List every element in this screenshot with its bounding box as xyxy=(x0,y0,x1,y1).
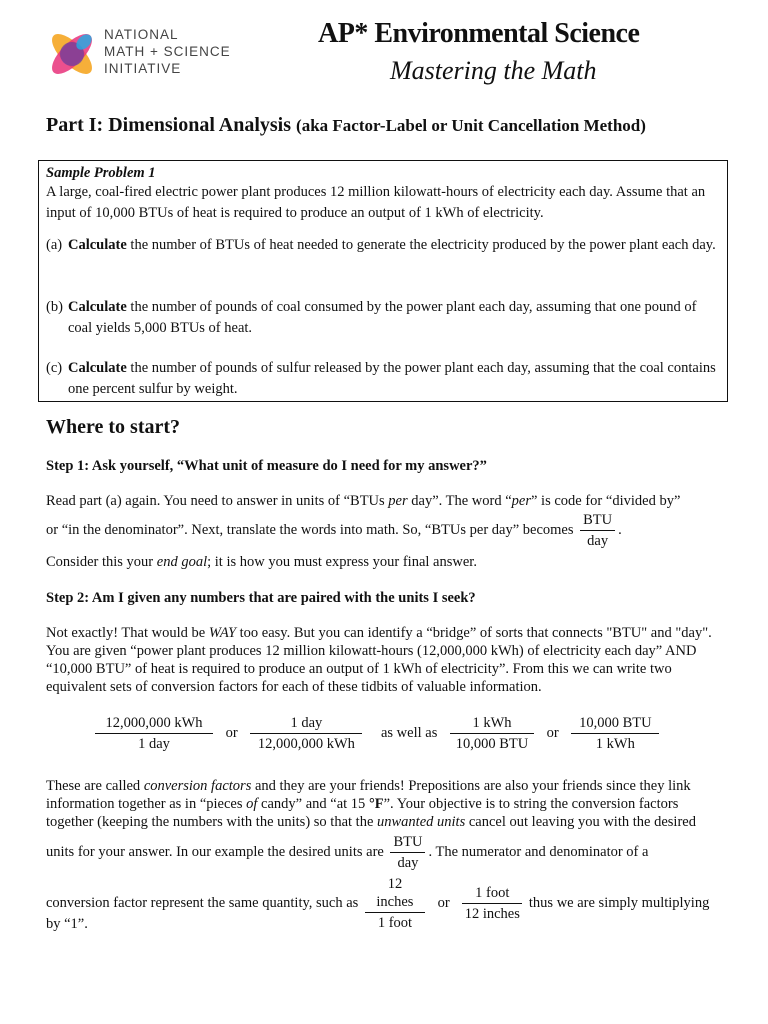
conversion-factors-row xyxy=(92,714,662,753)
question-label: (b) xyxy=(46,299,63,315)
text-run: thus we are simply multiplying xyxy=(528,894,710,911)
question-text xyxy=(68,358,718,400)
text-run: or “in the denominator”. Next, translate the words into math. So, “BTUs per day” becomes xyxy=(46,521,574,538)
text-run: Not exactly! That would be xyxy=(46,625,209,641)
step-1-heading: Step 1: Ask yourself, “What unit of measure do I need for my answer?” xyxy=(46,458,487,474)
page-subtitle: Mastering the Math xyxy=(390,56,597,85)
or-text: or xyxy=(437,894,450,911)
step-2-heading: Step 2: Am I given any numbers that are paired with the units I seek? xyxy=(46,590,476,606)
text-run: too easy. But you can identify a “bridge” of sorts that connects "BTU" and "day". You are given “power plant produces 12 million kilowatt-hours (12,000,000 kWh) of electricity each day” AND “10,000 BTU” of heat is required to produce an output of 1 kWh of electricity”. From this we can write two equivalent sets of conversion factors for each of these tidbits of valuable information. xyxy=(46,625,712,695)
closing-paragraph-1 xyxy=(46,777,726,831)
fraction-numerator: BTU xyxy=(580,511,615,531)
fraction-denominator: 12 inches xyxy=(464,906,520,922)
text-run: per xyxy=(511,493,531,509)
question-text xyxy=(68,235,718,256)
text-run: units for your answer. In our example the desired units are xyxy=(46,843,384,860)
fraction-denominator: 1 foot xyxy=(377,915,413,931)
fraction-btu-per-day xyxy=(580,511,615,550)
fraction-numerator: BTU xyxy=(390,833,425,853)
text-run: ; it is how you must express your final answer. xyxy=(207,554,477,570)
text-run: Consider this your xyxy=(46,554,157,570)
question-body: the number of BTUs of heat needed to generate the electricity produced by the power plant each day. xyxy=(126,237,716,253)
page-title: AP* Environmental Science xyxy=(318,18,640,49)
step-2-paragraph xyxy=(46,624,726,696)
logo-line-1: NATIONAL xyxy=(104,27,179,42)
step-1-paragraph-1 xyxy=(46,492,726,510)
question-label: (c) xyxy=(46,360,63,376)
fraction-denominator: day xyxy=(397,855,419,871)
conversion-factor xyxy=(571,714,659,753)
where-to-start-heading: Where to start? xyxy=(46,416,181,438)
logo-line-3: INITIATIVE xyxy=(104,61,182,76)
text-run: WAY xyxy=(208,625,237,641)
text-run: candy” and “at 15 xyxy=(257,796,369,812)
fraction-btu-per-day xyxy=(390,833,425,872)
conversion-factor xyxy=(250,714,362,753)
fraction-numerator: 12,000,000 kWh xyxy=(95,714,213,734)
text-run: and they are your friends! Prepositions are also your friends since they link information together as in “pieces xyxy=(46,778,691,812)
sample-problem-box xyxy=(38,160,728,402)
part-heading-sub: (aka Factor-Label or Unit Cancellation Method) xyxy=(296,116,646,135)
text-run: conversion factors xyxy=(143,778,252,794)
fraction-numerator: 1 foot xyxy=(462,884,522,904)
part-heading-main: Part I: Dimensional Analysis xyxy=(46,114,292,136)
closing-paragraph-2 xyxy=(46,833,726,872)
fraction-denominator: 10,000 BTU xyxy=(455,736,529,752)
sample-problem-intro: A large, coal-fired electric power plant produces 12 million kilowatt-hours of electricity each day. Assume that an input of 10,000 BTUs of heat is required to produce an output of 1 kWh of electricity. xyxy=(46,184,706,221)
question-verb: Calculate xyxy=(68,299,127,315)
fraction-numerator: 1 kWh xyxy=(450,714,534,734)
text-run: ”. Your objective is to string the conversion factors together (keeping the numbers with the units) so that the xyxy=(46,796,679,830)
fraction-numerator: 10,000 BTU xyxy=(571,714,659,734)
question-a xyxy=(46,235,718,256)
text-run: conversion factor represent the same quantity, such as xyxy=(46,894,359,911)
question-body: the number of pounds of sulfur released by the power plant each day, assuming that the coal contains one percent sulfur by weight. xyxy=(68,360,716,397)
fraction-numerator: 12 inches xyxy=(365,875,425,913)
text-run: Read part (a) again. You need to answer in units of “BTUs xyxy=(46,493,389,509)
text-run: end goal xyxy=(156,554,208,570)
sample-problem-title: Sample Problem 1 xyxy=(46,165,156,181)
conversion-factor xyxy=(450,714,534,753)
part-heading xyxy=(46,114,646,137)
question-b xyxy=(46,297,718,339)
nmsi-logo-icon xyxy=(44,26,100,82)
closing-paragraph-4: by “1”. xyxy=(46,916,88,932)
text-run: per xyxy=(388,493,408,509)
text-run: ” is code for “divided by” xyxy=(531,493,681,509)
as-well-as-text: as well as xyxy=(380,725,438,741)
nmsi-logo xyxy=(44,26,234,82)
conversion-factor xyxy=(95,714,213,753)
text-run: of xyxy=(246,796,258,812)
fraction-denominator: 12,000,000 kWh xyxy=(257,736,355,752)
fraction-denominator: day xyxy=(587,533,609,549)
text-run: unwanted units xyxy=(377,814,466,830)
step-1-paragraph-2 xyxy=(46,511,726,550)
question-verb: Calculate xyxy=(68,237,127,253)
text-run: . xyxy=(618,521,622,538)
logo-line-2: MATH + SCIENCE xyxy=(104,44,231,59)
fraction-numerator: 1 day xyxy=(250,714,362,734)
question-text xyxy=(68,297,718,339)
or-text: or xyxy=(225,725,238,741)
fraction-denominator: 1 day xyxy=(138,736,170,752)
question-body: the number of pounds of coal consumed by the power plant each day, assuming that one pound of coal yields 5,000 BTUs of heat. xyxy=(68,299,697,336)
text-run: cancel out leaving you with the desired xyxy=(465,814,696,830)
text-run: These are called xyxy=(46,778,144,794)
text-run: day”. The word “ xyxy=(407,493,512,509)
question-label: (a) xyxy=(46,237,63,253)
fraction-denominator: 1 kWh xyxy=(595,736,635,752)
question-c xyxy=(46,358,718,400)
text-run: °F xyxy=(368,796,384,812)
text-run: . The numerator and denominator of a xyxy=(428,843,649,860)
or-text: or xyxy=(546,725,559,741)
question-verb: Calculate xyxy=(68,360,127,376)
step-1-paragraph-3 xyxy=(46,553,726,571)
